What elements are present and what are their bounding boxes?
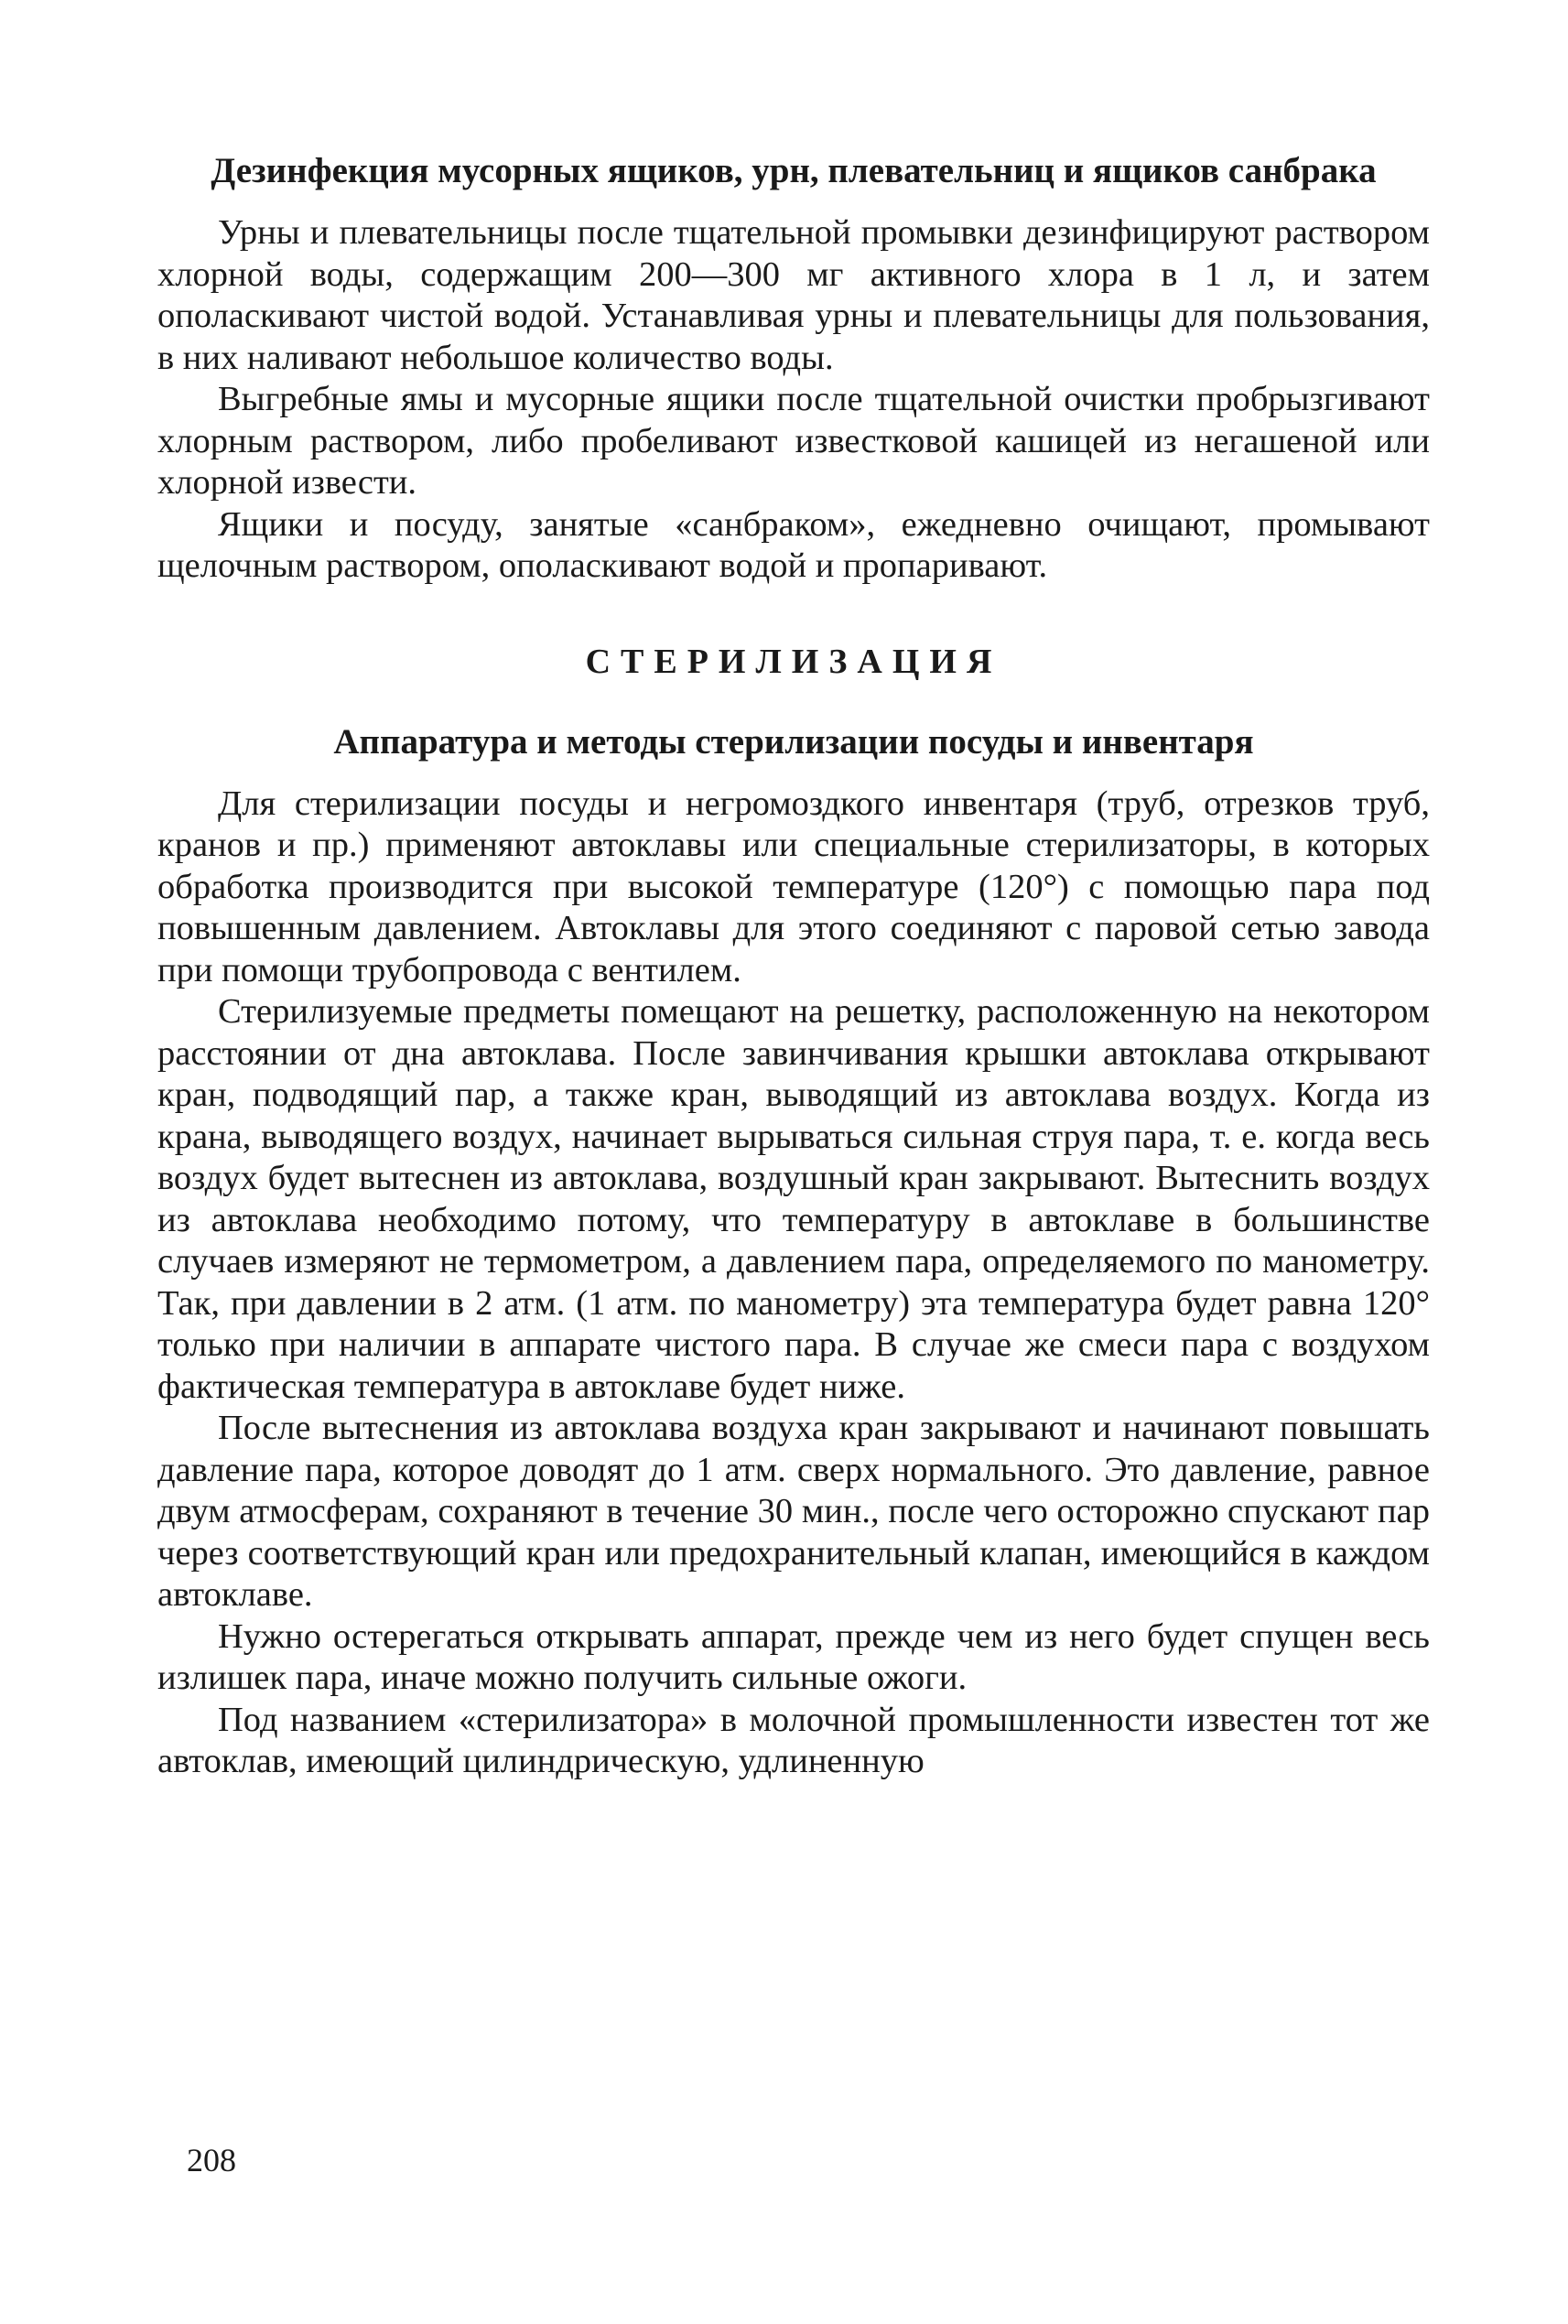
paragraph: Под названием «стерилизатора» в молочной промышленности известен тот же автоклав, имеющий цилиндрическую, удлиненную [157, 1700, 1430, 1780]
paragraph: Ящики и посуду, занятые «санбраком», ежедневно очищают, промывают щелочным раствором, ополаскивают водой и пропаривают. [157, 504, 1430, 585]
page-number: 208 [187, 2142, 236, 2178]
paragraph: После вытеснения из автоклава воздуха кран закрывают и начинают повышать давление пара, которое доводят до 1 атм. сверх нормального. Это давление, равное двум атмосферам, сохраняют в течение 30 мин., после чего осторожно спускают пар через соответствующий кран или предохранительный клапан, имеющийся в каждом автоклаве. [157, 1409, 1430, 1614]
paragraph: Для стерилизации посуды и негромоздкого инвентаря (труб, отрезков труб, кранов и пр.) применяют автоклавы или специальные стерилизаторы, в которых обработка производится при высокой температуре (120°) с помощью пара под повышенным давлением. Автоклавы для этого соединяют с паровой сетью завода при помощи трубопровода с вентилем. [157, 784, 1430, 989]
chapter-title-sterilization: СТЕРИЛИЗАЦИЯ [585, 642, 1002, 681]
paragraph: Выгребные ямы и мусорные ящики после тщательной очистки пробрызгивают хлорным раствором, либо пробеливают известковой кашицей из негашеной или хлорной извести. [157, 380, 1430, 502]
paragraph: Нужно остерегаться открывать аппарат, прежде чем из него будет спущен весь излишек пара, иначе можно получить сильные ожоги. [157, 1616, 1430, 1697]
paragraph: Урны и плевательницы после тщательной промывки дезинфицируют раствором хлорной воды, содержащим 200—300 мг активного хлора в 1 л, и затем ополаскивают чистой водой. Устанавливая урны и плевательницы для пользования, в них наливают небольшое количество воды. [157, 213, 1430, 377]
book-page [157, 148, 1430, 1783]
paragraph: Стерилизуемые предметы помещают на решетку, расположенную на некотором расстоянии от дна автоклава. После завинчивания крышки автоклава открывают кран, подводящий пар, а также кран, выводящий из автоклава воздух. Когда из крана, выводящего воздух, начинает вырываться сильная струя пара, т. е. когда весь воздух будет вытеснен из автоклава, воздушный кран закрывают. Вытеснить воздух из автоклава необходимо потому, что температуру в автоклаве в большинстве случаев измеряют не термометром, а давлением пара, определяемого по манометру. Так, при давлении в 2 атм. (1 атм. по манометру) эта температура будет равна 120° только при наличии в аппарате чистого пара. В случае же смеси пара с воздухом фактическая температура в автоклаве будет ниже. [157, 992, 1430, 1406]
section-heading-equipment: Аппаратура и методы стерилизации посуды и инвентаря [333, 721, 1254, 762]
section-heading-disinfection: Дезинфекция мусорных ящиков, урн, плевательниц и ящиков санбрака [211, 151, 1377, 190]
